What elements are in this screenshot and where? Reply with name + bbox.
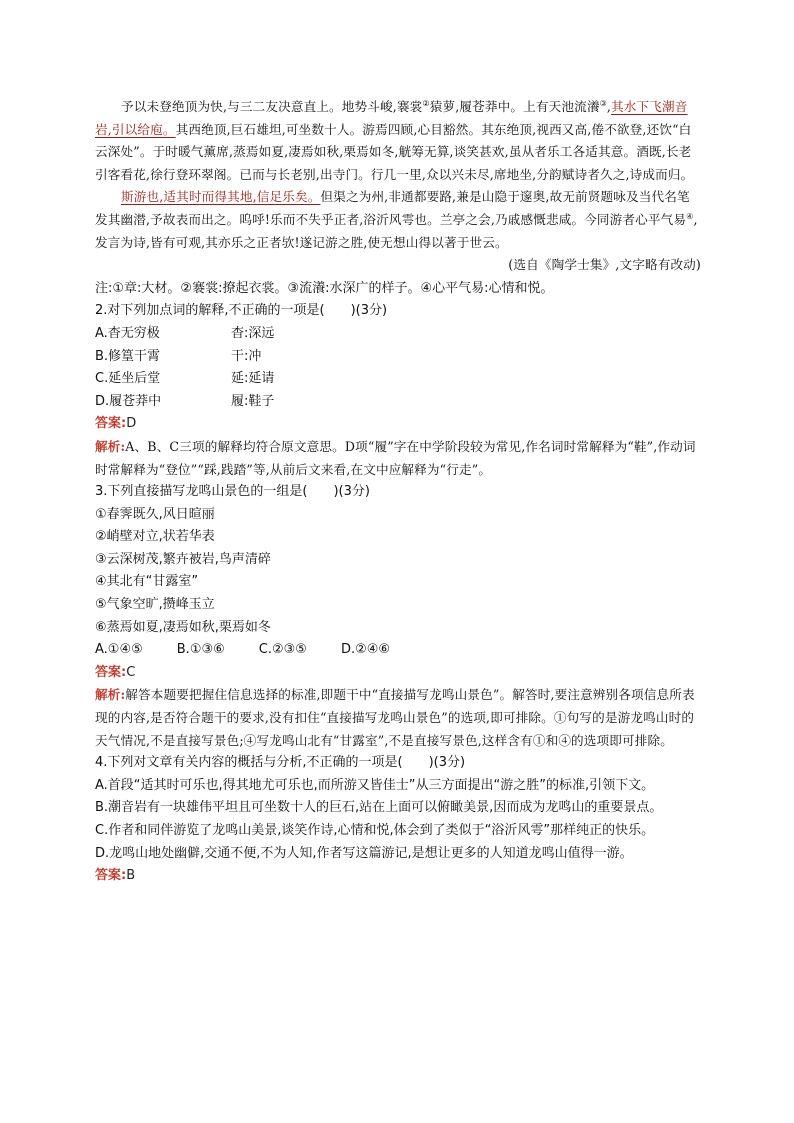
analysis-label: 解析: bbox=[95, 687, 126, 703]
q3-item: ⑥蒸焉如夏,凄焉如秋,栗焉如冬 bbox=[95, 619, 271, 635]
footnote-marker: ② bbox=[422, 98, 430, 108]
q4-option-b: B.潮音岩有一块雄伟平坦且可坐数十人的巨石,站在上面可以俯瞰美景,因而成为龙鸣山的重要景点。 bbox=[95, 800, 663, 816]
answer-value: B bbox=[126, 868, 136, 884]
passage-source: (选自《陶学士集》,文字略有改动) bbox=[508, 257, 701, 273]
q3-choice-a: A.①④⑤ bbox=[95, 642, 143, 658]
q2-option-c bbox=[95, 368, 701, 391]
q3-item: ④其北有“甘露室” bbox=[95, 574, 199, 590]
q4-option-a: A.首段“适其时可乐也,得其地尤可乐也,而所游又皆佳士”从三方面提出“游之胜”的标准,引领下文。 bbox=[95, 777, 655, 793]
q3-item: ③云深树茂,繁卉被岩,鸟声清碎 bbox=[95, 551, 271, 567]
q3-item: ⑤气象空旷,攒峰玉立 bbox=[95, 597, 215, 613]
analysis-label: 解析: bbox=[95, 438, 126, 454]
option-label: D.履苍莽中 bbox=[95, 393, 162, 409]
option-text: 干:冲 bbox=[231, 348, 262, 364]
underlined-sentence: 斯游也,适其时而得其地,信足乐矣。 bbox=[121, 189, 321, 205]
q2-option-b bbox=[95, 346, 701, 369]
passage-text: , bbox=[606, 99, 612, 114]
notes: 注:①章:大材。②褰裳:撩起衣裳。③流瀁:水深广的样子。④心平气易:心情和悦。 bbox=[95, 280, 554, 296]
document-page bbox=[95, 96, 701, 888]
q3-analysis bbox=[95, 684, 701, 752]
option-text: 杳:深远 bbox=[231, 325, 275, 341]
q2-analysis bbox=[95, 436, 701, 481]
passage-text: 予以未登绝顶为快,与三二友决意直上。地势斗峻,褰裳 bbox=[121, 99, 423, 114]
q2-stem: 2.对下列加点词的解释,不正确的一项是( )(3分) bbox=[95, 303, 388, 319]
answer-value: C bbox=[126, 664, 136, 680]
q3-item: ②峭壁对立,状若华表 bbox=[95, 529, 215, 545]
passage-text: 猿萝,履苍莽中。上有天池流瀁 bbox=[429, 99, 600, 114]
q3-choices bbox=[95, 639, 701, 662]
q2-answer bbox=[95, 413, 701, 436]
analysis-text: A、B、C三项的解释均符合原文意思。D项“履”字在中学阶段较为常见,作名词时常解释为“鞋”,作动词时常解释为“登位”“踩,践踏”等,从前后文来看,在文中应解释为“行走”。 bbox=[95, 438, 696, 477]
q3-choice-d: D.②④⑥ bbox=[340, 642, 391, 658]
passage-paragraph-2 bbox=[95, 186, 701, 254]
analysis-text: 解答本题要把握住信息选择的标准,即题干中“直接描写龙鸣山景色”。解答时,要注意辨别各项信息所表现的内容,是否符合题干的要求,没有扣住“直接描写龙鸣山景色”的选项,即可排除。①句写的是游龙鸣山时的天气情况,不是直接写景色;④写龙鸣山北有“甘露室”,不是直接写景色,这样含有①和④的选项即可排除。 bbox=[95, 687, 695, 748]
option-label: C.延坐后堂 bbox=[95, 371, 161, 387]
q2-option-d bbox=[95, 391, 701, 414]
passage-text: 但渠之为州,非通都要路,兼是山隐于邃奥,故无前贤题咏及当代名笔发其幽潜,予故表而出之。呜呼!乐而不失乎正者,浴沂风雩也。兰亭之会,乃戚感慨悲咸。今同游者心平气易 bbox=[95, 189, 690, 227]
q4-option-c: C.作者和同伴游览了龙鸣山美景,谈笑作诗,心情和悦,体会到了类似于“浴沂风雩”那样纯正的快乐。 bbox=[95, 823, 655, 838]
answer-value: D bbox=[126, 416, 137, 432]
underlined-sentence: 其水下飞潮音岩,引以给庖。 bbox=[95, 99, 688, 137]
q3-choice-b: B.①③⑥ bbox=[176, 642, 225, 658]
answer-label: 答案: bbox=[95, 868, 127, 884]
q4-answer bbox=[95, 865, 701, 888]
answer-label: 答案: bbox=[95, 416, 127, 432]
answer-label: 答案: bbox=[95, 664, 127, 680]
option-label: B.修篁干霄 bbox=[95, 348, 161, 364]
q4-option-d: D.龙鸣山地处幽僻,交通不便,不为人知,作者写这篇游记,是想让更多的人知道龙鸣山值得一游。 bbox=[95, 845, 633, 861]
passage-paragraph-1 bbox=[95, 96, 701, 186]
q3-answer bbox=[95, 662, 701, 685]
passage-text: ,发言为诗,皆有可观,其亦乐之正者欤!遂记游之胜,使无想山得以著于世云。 bbox=[95, 211, 698, 250]
q3-choice-c: C.②③⑤ bbox=[258, 642, 307, 658]
passage-text: 其西绝顶,巨石雄坦,可坐数十人。游焉四顾,心目豁然。其东绝顶,视西又高,倦不欲登,还饮“白云深处”。于时暖气薰席,蒸焉如夏,凄焉如秋,栗焉如冬,觥筹无算,谈笑甚欢,虽从者乐工各适其意。酒既,长老引客看花,徐行登环翠阁。已而与长老别,出寺门。行几一里,众以兴未尽,席地坐,分韵赋诗者久之,诗成而归。 bbox=[95, 121, 694, 182]
option-label: A.杳无穷极 bbox=[95, 325, 160, 341]
q2-option-a bbox=[95, 323, 701, 346]
footnote-marker: ④ bbox=[686, 211, 694, 221]
option-text: 延:延请 bbox=[231, 371, 275, 387]
q3-stem: 3.下列直接描写龙鸣山景色的一组是( )(3分) bbox=[95, 484, 370, 500]
q3-item: ①春霁既久,风日暄丽 bbox=[95, 506, 215, 522]
footnote-marker: ③ bbox=[599, 98, 607, 108]
option-text: 履:鞋子 bbox=[231, 393, 275, 409]
q4-stem: 4.下列对文章有关内容的概括与分析,不正确的一项是( )(3分) bbox=[95, 755, 466, 771]
